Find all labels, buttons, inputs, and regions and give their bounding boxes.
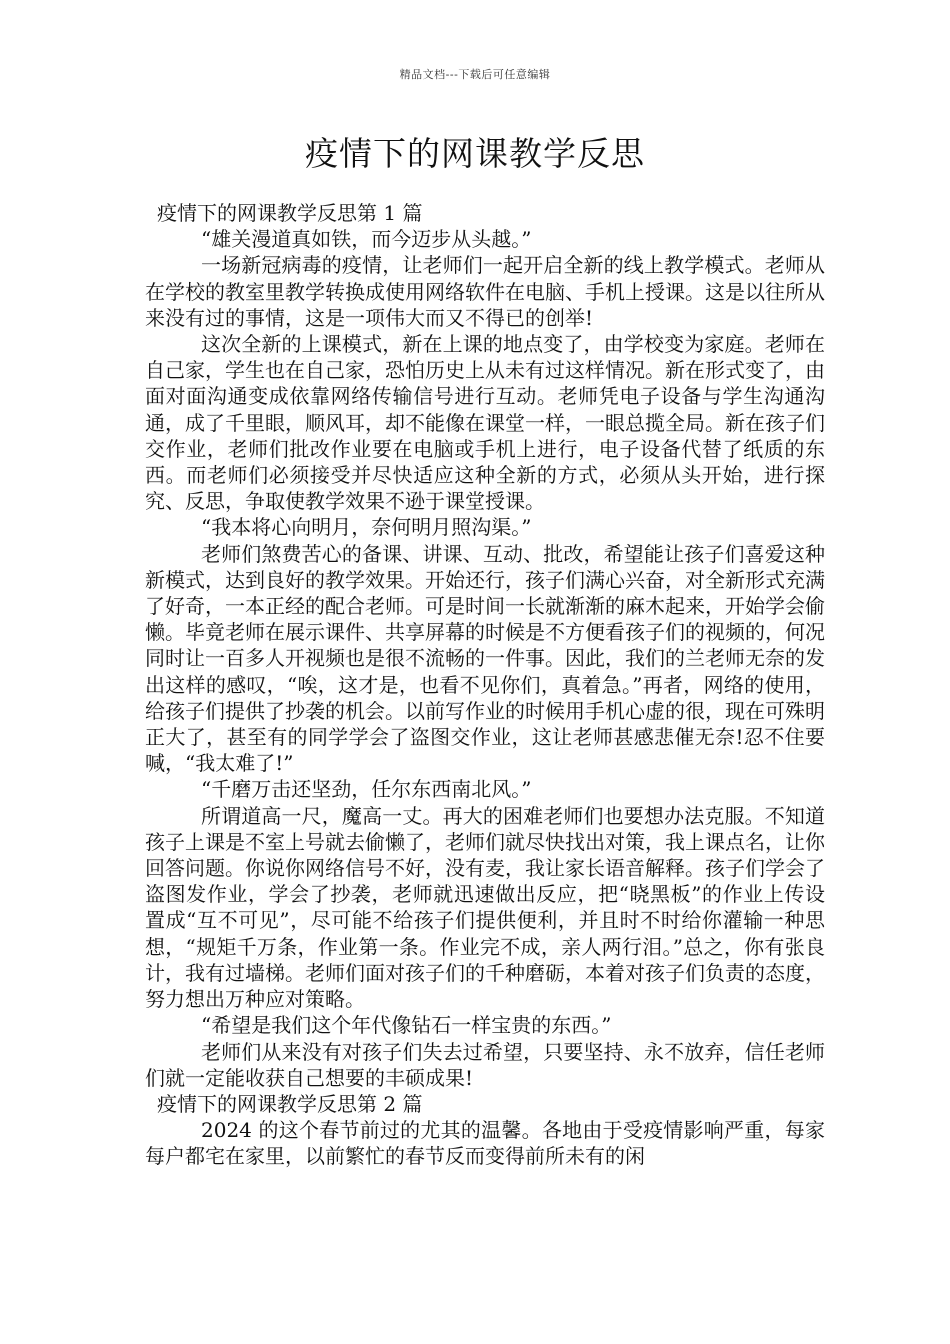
body-paragraph: 老师们从来没有对孩子们失去过希望，只要坚持、永不放弃，信任老师们就一定能收获自己想要的丰硕成果!: [145, 1039, 825, 1090]
header-note: 精品文档---下载后可任意编辑: [399, 68, 551, 81]
section-heading-1: 疫情下的网课教学反思第 1 篇: [157, 201, 423, 225]
body-paragraph: 老师们煞费苦心的备课、讲课、互动、批改，希望能让孩子们喜爱这种新模式，达到良好的教学效果。开始还行，孩子们满心兴奋，对全新形式充满了好奇，一本正经的配合老师。可是时间一长就渐渐的麻木起来，开始学会偷懒。毕竟老师在展示课件、共享屏幕的时候是不方便看孩子们的视频的，何况同时让一百多人开视频也是很不流畅的一件事。因此，我们的兰老师无奈的发出这样的感叹，“唉，这才是，也看不见你们，真着急。”再者，网络的使用，给孩子们提供了抄袭的机会。以前写作业的时候用手机心虚的很，现在可殊明正大了，甚至有的同学学会了盗图交作业，这让老师甚感悲催无奈!忍不住要喊，“我太难了!”: [145, 541, 825, 776]
document-body: [145, 200, 825, 1170]
quote-paragraph: “雄关漫道真如铁，而今迈步从头越。”: [201, 227, 532, 252]
section-heading-2: 疫情下的网课教学反思第 2 篇: [157, 1091, 423, 1116]
body-paragraph: 这次全新的上课模式，新在上课的地点变了，由学校变为家庭。老师在自己家，学生也在自己家，恐怕历史上从未有过这样情况。新在形式变了，由面对面沟通变成依靠网络传输信号进行互动。老师凭电子设备与学生沟通沟通，成了千里眼，顺风耳，却不能像在课堂一样，一眼总揽全局。新在孩子们交作业，老师们批改作业要在电脑或手机上进行，电子设备代替了纸质的东西。而老师们必须接受并尽快适应这种全新的方式，必须从头开始，进行探究、反思，争取使教学效果不逊于课堂授课。: [145, 332, 825, 514]
quote-paragraph: “千磨万击还坚劲，任尔东西南北风。”: [201, 777, 532, 802]
quote-paragraph: “希望是我们这个年代像钻石一样宝贵的东西。”: [201, 1013, 612, 1038]
body-paragraph: 2024 的这个春节前过的尤其的温馨。各地由于受疫情影响严重，每家每户都宅在家里，以前繁忙的春节反而变得前所未有的闲: [145, 1118, 825, 1169]
quote-paragraph: “我本将心向明月，奈何明月照沟渠。”: [201, 515, 532, 540]
body-paragraph: 所谓道高一尺，魔高一丈。再大的困难老师们也要想办法克服。不知道孩子上课是不室上号就去偷懒了，老师们就尽快找出对策，我上课点名，让你回答问题。你说你网络信号不好，没有麦，我让家长语音解释。孩子们学会了盗图发作业，学会了抄袭，老师就迅速做出反应，把“晓黑板”的作业上传设置成“互不可见”，尽可能不给孩子们提供便利，并且时不时给你灌输一种思想，“规矩千万条，作业第一条。作业完不成，亲人两行泪。”总之，你有张良计，我有过墙梯。老师们面对孩子们的千种磨砺，本着对孩子们负责的态度，努力想出万种应对策略。: [145, 803, 825, 1012]
body-paragraph: 一场新冠病毒的疫情，让老师们一起开启全新的线上教学模式。老师从在学校的教室里教学转换成使用网络软件在电脑、手机上授课。这是以往所从来没有过的事情，这是一项伟大而又不得已的创举!: [145, 253, 825, 330]
document-title: 疫情下的网课教学反思: [305, 134, 645, 173]
